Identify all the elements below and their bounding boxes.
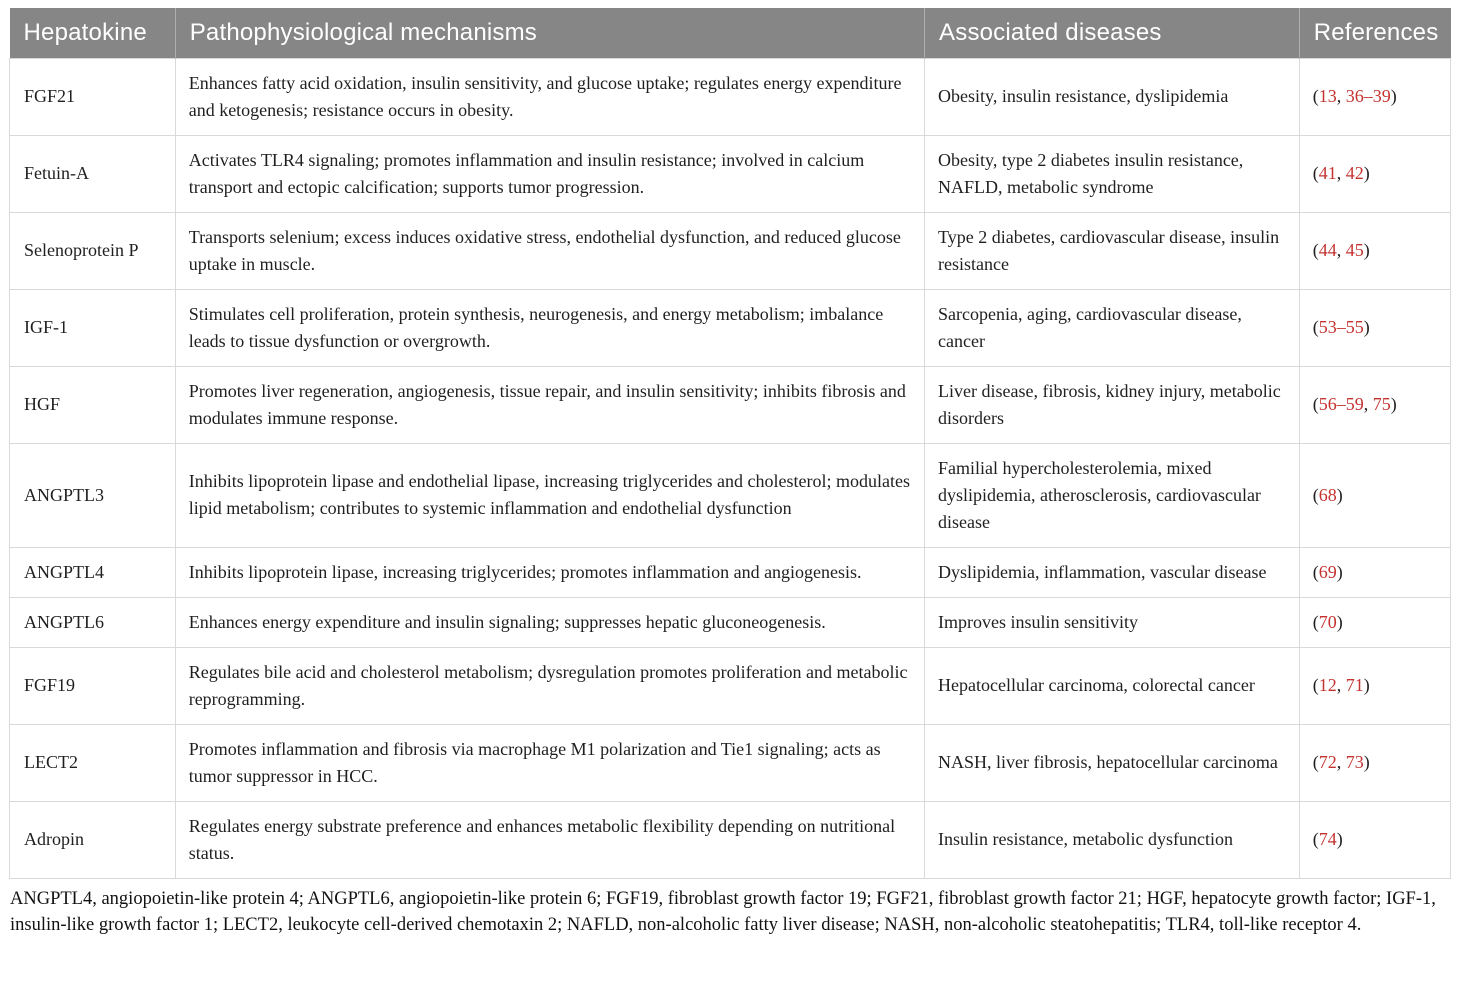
hepatokine-cell: LECT2 <box>10 724 176 801</box>
diseases-cell: Obesity, insulin resistance, dyslipidemia <box>925 58 1300 135</box>
mechanism-cell: Transports selenium; excess induces oxidative stress, endothelial dysfunction, and reduced glucose uptake in muscle. <box>175 212 924 289</box>
table-row <box>10 289 1451 366</box>
references-cell <box>1299 597 1450 647</box>
mechanism-cell: Promotes liver regeneration, angiogenesis, tissue repair, and insulin sensitivity; inhibits fibrosis and modulates immune response. <box>175 366 924 443</box>
mechanism-cell: Activates TLR4 signaling; promotes inflammation and insulin resistance; involved in calcium transport and ectopic calcification; supports tumor progression. <box>175 135 924 212</box>
diseases-cell: Familial hypercholesterolemia, mixed dyslipidemia, atherosclerosis, cardiovascular disease <box>925 443 1300 547</box>
reference-link[interactable]: 68 <box>1318 484 1337 505</box>
table-row <box>10 443 1451 547</box>
mechanism-cell: Regulates bile acid and cholesterol metabolism; dysregulation promotes proliferation and metabolic reprogramming. <box>175 647 924 724</box>
reference-link[interactable]: 74 <box>1318 829 1337 849</box>
diseases-cell: Improves insulin sensitivity <box>925 597 1300 647</box>
table-footnote: ANGPTL4, angiopoietin-like protein 4; ANGPTL6, angiopoietin-like protein 6; FGF19, fibroblast growth factor 19; FGF21, fibroblast growth factor 21; HGF, hepatocyte growth factor; IGF-1, insulin-like growth factor 1; LECT2, leukocyte cell-derived chemotaxin 2; NAFLD, non-alcoholic fatty liver disease; NASH, non-alcoholic steatohepatitis; TLR4, toll-like receptor 4. <box>10 888 1436 935</box>
mechanism-cell: Promotes inflammation and fibrosis via macrophage M1 polarization and Tie1 signaling; acts as tumor suppressor in HCC. <box>175 724 924 801</box>
hepatokine-cell: HGF <box>10 366 176 443</box>
ref-open-paren: ( <box>1312 829 1319 849</box>
reference-link[interactable]: 73 <box>1345 752 1364 772</box>
ref-close-paren: ) <box>1390 394 1397 414</box>
reference-link[interactable]: 71 <box>1345 675 1364 695</box>
table-row <box>10 135 1451 212</box>
col-header-mechanisms: Pathophysiological mechanisms <box>175 8 924 58</box>
reference-link[interactable]: 75 <box>1372 394 1391 414</box>
col-header-references: References <box>1299 8 1450 58</box>
table-row <box>10 58 1451 135</box>
references-cell <box>1299 212 1450 289</box>
hepatokine-table <box>9 8 1451 879</box>
table-row <box>10 212 1451 289</box>
table-row <box>10 801 1451 878</box>
references-cell <box>1299 647 1450 724</box>
ref-close-paren: ) <box>1336 561 1343 582</box>
diseases-cell: Liver disease, fibrosis, kidney injury, metabolic disorders <box>925 366 1300 443</box>
table-row <box>10 366 1451 443</box>
hepatokine-cell: Adropin <box>10 801 176 878</box>
references-cell <box>1299 801 1450 878</box>
ref-open-paren: ( <box>1312 752 1319 772</box>
hepatokine-cell: IGF-1 <box>10 289 176 366</box>
references-cell <box>1299 547 1450 597</box>
diseases-cell: Insulin resistance, metabolic dysfunction <box>925 801 1300 878</box>
references-cell <box>1299 289 1450 366</box>
references-cell <box>1299 724 1450 801</box>
reference-link[interactable]: 69 <box>1318 561 1337 582</box>
ref-close-paren: ) <box>1336 611 1343 632</box>
ref-open-paren: ( <box>1312 484 1319 505</box>
diseases-cell: Hepatocellular carcinoma, colorectal cancer <box>925 647 1300 724</box>
ref-close-paren: ) <box>1363 317 1370 337</box>
ref-separator: , <box>1336 752 1346 772</box>
ref-close-paren: ) <box>1336 484 1343 505</box>
hepatokine-cell: ANGPTL6 <box>10 597 176 647</box>
mechanism-cell: Inhibits lipoprotein lipase, increasing triglycerides; promotes inflammation and angiogenesis. <box>175 547 924 597</box>
diseases-cell: Sarcopenia, aging, cardiovascular disease, cancer <box>925 289 1300 366</box>
reference-link[interactable]: 72 <box>1318 752 1337 772</box>
ref-separator: , <box>1336 675 1346 695</box>
mechanism-cell: Enhances fatty acid oxidation, insulin sensitivity, and glucose uptake; regulates energy expenditure and ketogenesis; resistance occurs in obesity. <box>175 58 924 135</box>
ref-open-paren: ( <box>1312 240 1319 260</box>
table-row <box>10 724 1451 801</box>
ref-open-paren: ( <box>1312 394 1319 414</box>
ref-open-paren: ( <box>1312 561 1319 582</box>
diseases-cell: Type 2 diabetes, cardiovascular disease, insulin resistance <box>925 212 1300 289</box>
col-header-diseases: Associated diseases <box>925 8 1300 58</box>
ref-close-paren: ) <box>1390 86 1397 106</box>
hepatokine-cell: FGF19 <box>10 647 176 724</box>
table-row <box>10 597 1451 647</box>
ref-open-paren: ( <box>1312 675 1319 695</box>
ref-close-paren: ) <box>1363 752 1370 772</box>
reference-link[interactable]: 41 <box>1318 163 1337 183</box>
mechanism-cell: Inhibits lipoprotein lipase and endothelial lipase, increasing triglycerides and cholesterol; modulates lipid metabolism; contributes to systemic inflammation and endothelial dysfunction <box>175 443 924 547</box>
references-cell <box>1299 366 1450 443</box>
reference-link[interactable]: 13 <box>1318 86 1337 106</box>
ref-separator: , <box>1336 163 1346 183</box>
hepatokine-cell: Fetuin-A <box>10 135 176 212</box>
ref-separator: , <box>1336 86 1346 106</box>
table-row <box>10 547 1451 597</box>
references-cell <box>1299 135 1450 212</box>
diseases-cell: NASH, liver fibrosis, hepatocellular carcinoma <box>925 724 1300 801</box>
diseases-cell: Dyslipidemia, inflammation, vascular disease <box>925 547 1300 597</box>
table-header <box>10 8 1451 58</box>
ref-open-paren: ( <box>1312 317 1319 337</box>
ref-open-paren: ( <box>1312 86 1319 106</box>
hepatokine-cell: ANGPTL3 <box>10 443 176 547</box>
references-cell <box>1299 58 1450 135</box>
reference-link[interactable]: 45 <box>1345 240 1364 260</box>
reference-link[interactable]: 12 <box>1318 675 1337 695</box>
ref-open-paren: ( <box>1312 163 1319 183</box>
header-row <box>10 8 1451 58</box>
reference-link[interactable]: 36–39 <box>1345 86 1391 106</box>
hepatokine-cell: FGF21 <box>10 58 176 135</box>
hepatokine-cell: ANGPTL4 <box>10 547 176 597</box>
ref-close-paren: ) <box>1336 829 1343 849</box>
ref-close-paren: ) <box>1363 163 1370 183</box>
reference-link[interactable]: 44 <box>1318 240 1337 260</box>
hepatokine-cell: Selenoprotein P <box>10 212 176 289</box>
mechanism-cell: Regulates energy substrate preference and enhances metabolic flexibility depending on nutritional status. <box>175 801 924 878</box>
references-cell <box>1299 443 1450 547</box>
reference-link[interactable]: 70 <box>1318 611 1337 632</box>
table-body <box>10 58 1451 878</box>
col-header-hepatokine: Hepatokine <box>10 8 176 58</box>
table-row <box>10 647 1451 724</box>
diseases-cell: Obesity, type 2 diabetes insulin resistance, NAFLD, metabolic syndrome <box>925 135 1300 212</box>
ref-open-paren: ( <box>1312 611 1319 632</box>
ref-separator: , <box>1336 240 1346 260</box>
reference-link[interactable]: 42 <box>1345 163 1364 183</box>
ref-close-paren: ) <box>1363 675 1370 695</box>
ref-close-paren: ) <box>1363 240 1370 260</box>
mechanism-cell: Enhances energy expenditure and insulin signaling; suppresses hepatic gluconeogenesis. <box>175 597 924 647</box>
reference-link[interactable]: 53–55 <box>1318 317 1364 337</box>
ref-separator: , <box>1363 394 1373 414</box>
mechanism-cell: Stimulates cell proliferation, protein synthesis, neurogenesis, and energy metabolism; imbalance leads to tissue dysfunction or overgrowth. <box>175 289 924 366</box>
reference-link[interactable]: 56–59 <box>1318 394 1364 414</box>
